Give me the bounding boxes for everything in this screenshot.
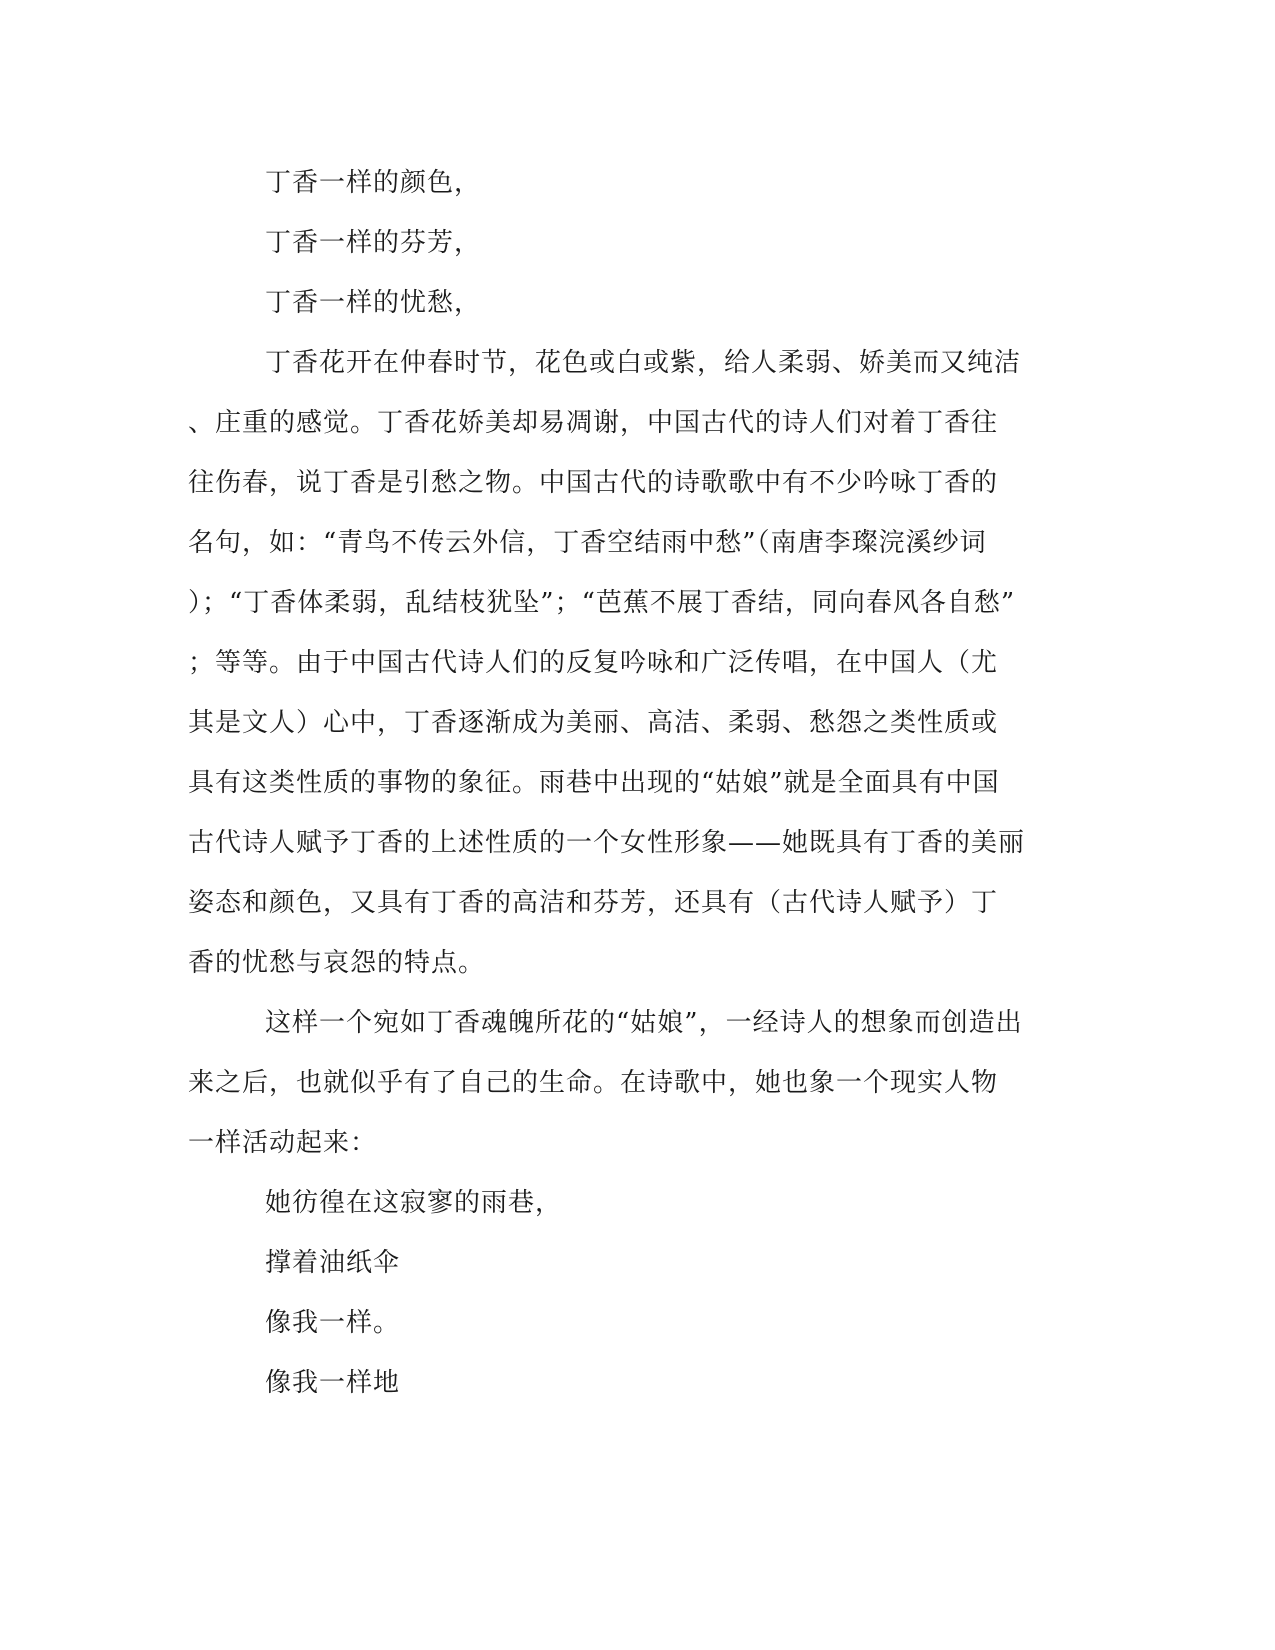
- paragraph-line: 、庄重的感觉。丁香花娇美却易凋谢，中国古代的诗人们对着丁香往: [188, 408, 999, 438]
- verse-line: 像我一样地: [265, 1368, 401, 1398]
- paragraph-first-line: 丁香花开在仲春时节，花色或白或紫，给人柔弱、娇美而又纯洁: [265, 348, 1022, 378]
- verse-line: 丁香一样的芬芳，: [265, 228, 482, 258]
- paragraph-line: 往伤春，说丁香是引愁之物。中国古代的诗歌歌中有不少吟咏丁香的: [188, 468, 999, 498]
- paragraph-first-line: 这样一个宛如丁香魂魄所花的“姑娘”，一经诗人的想象而创造出: [265, 1008, 1023, 1038]
- paragraph-line: 名句，如：“青鸟不传云外信，丁香空结雨中愁”（南唐李璨浣溪纱词: [188, 528, 987, 558]
- paragraph-line: ）；“丁香体柔弱，乱结枝犹坠”；“芭蕉不展丁香结，同向春风各自愁”: [188, 588, 1016, 618]
- verse-line: 她彷徨在这寂寥的雨巷，: [265, 1188, 563, 1218]
- verse-line: 丁香一样的颜色，: [265, 168, 482, 198]
- verse-line: 像我一样。: [265, 1308, 401, 1338]
- paragraph-line: 其是文人）心中，丁香逐渐成为美丽、高洁、柔弱、愁怨之类性质或: [188, 708, 999, 738]
- paragraph-line: ；等等。由于中国古代诗人们的反复吟咏和广泛传唱，在中国人（尤: [188, 648, 999, 678]
- paragraph-line: 姿态和颜色，又具有丁香的高洁和芬芳，还具有（古代诗人赋予）丁: [188, 888, 999, 918]
- verse-line: 撑着油纸伞: [265, 1248, 401, 1278]
- paragraph-line: 香的忧愁与哀怨的特点。: [188, 948, 486, 978]
- paragraph-line: 古代诗人赋予丁香的上述性质的一个女性形象——她既具有丁香的美丽: [188, 828, 1026, 858]
- paragraph-line: 具有这类性质的事物的象征。雨巷中出现的“姑娘”就是全面具有中国: [188, 768, 1000, 798]
- verse-line: 丁香一样的忧愁，: [265, 288, 482, 318]
- paragraph-line: 一样活动起来：: [188, 1128, 378, 1158]
- paragraph-line: 来之后，也就似乎有了自己的生命。在诗歌中，她也象一个现实人物: [188, 1068, 999, 1098]
